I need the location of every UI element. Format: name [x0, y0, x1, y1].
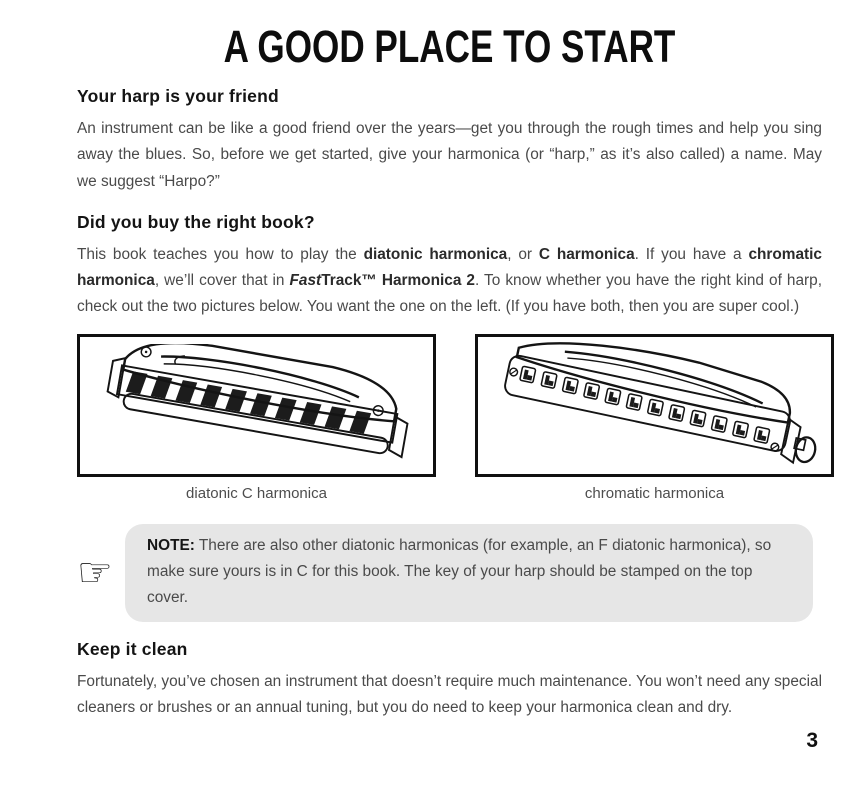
bold-italic-fasttrack: Fast [289, 272, 322, 290]
figure-caption-diatonic: diatonic C harmonica [186, 484, 327, 502]
chromatic-harmonica-illustration [487, 342, 823, 468]
figure-diatonic [77, 334, 436, 502]
note-row [77, 524, 813, 622]
section-heading-your-harp: Your harp is your friend [77, 86, 279, 106]
bold-harmonica-2: Track™ Harmonica 2 [321, 272, 475, 290]
figures-row [77, 334, 822, 502]
pointing-hand-icon: ☞ [77, 549, 113, 596]
section-heading-right-book: Did you buy the right book? [77, 211, 315, 232]
bold-chromatic-harmonica: chromatic harmonica [77, 245, 822, 290]
paragraph-keep-clean: Fortunately, you’ve chosen an instrument that doesn’t require much maintenance. You won’t need any special cleaners or brushes or an annual tuning, but you do need to keep your harmonica clean and dry. [77, 672, 822, 717]
text-run: This book teaches you how to play the [77, 245, 364, 263]
diatonic-harmonica-illustration [92, 344, 422, 466]
text-run: , we’ll cover that in [154, 272, 290, 290]
paragraph-right-book [77, 242, 822, 321]
text-run: . If you have a [634, 245, 749, 263]
note-text: There are also other diatonic harmonicas (for example, an F diatonic harmonica), so make sure yours is in C for this book. The key of your harp should be stamped on the top cover. [147, 536, 772, 606]
text-run: . To know whether you have the right kind of harp, check out the two pictures below. You want the one on the left. (If you have both, then you are super cool.) [77, 272, 822, 316]
chromatic-harmonica-image [475, 334, 834, 477]
figure-chromatic [475, 334, 834, 502]
bold-c-harmonica: C harmonica [538, 245, 635, 263]
text-run: , or [507, 245, 539, 263]
page-number: 3 [806, 729, 818, 752]
figure-caption-chromatic: chromatic harmonica [584, 484, 725, 502]
page-title: A GOOD PLACE TO START [223, 21, 676, 72]
diatonic-harmonica-image [77, 334, 436, 477]
bold-diatonic-harmonica: diatonic harmonica [363, 245, 508, 263]
note-box [125, 524, 813, 622]
note-label: NOTE: [147, 536, 195, 554]
section-heading-keep-clean: Keep it clean [77, 638, 188, 659]
paragraph-your-harp: An instrument can be like a good friend over the years—get you through the rough times and help you sing away the blues. So, before we get started, give your harmonica (or “harp,” as it’s also called) a name. May we suggest “Harpo?” [77, 120, 822, 190]
